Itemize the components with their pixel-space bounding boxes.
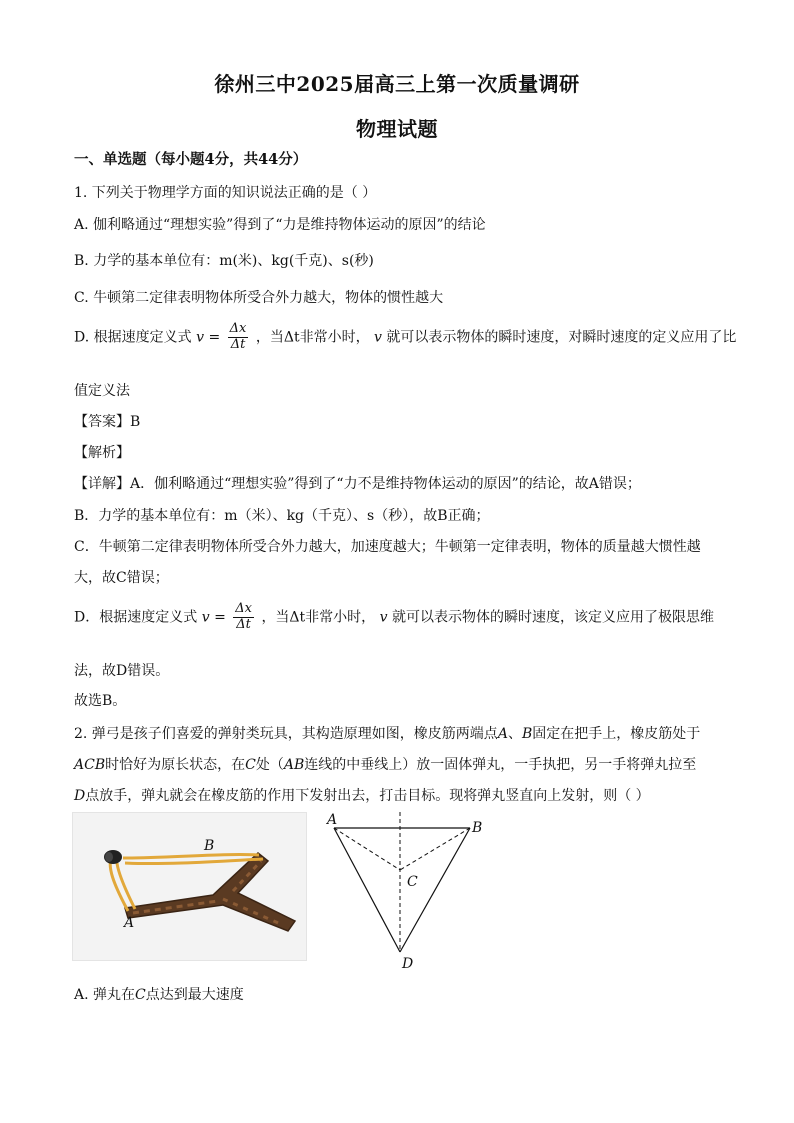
diagram-label-d: D [402, 956, 414, 972]
q2-option-a-text: 点达到最大速度 [145, 987, 244, 1003]
diagram-label-b: B [472, 820, 483, 836]
q2-stem-line2 [74, 754, 696, 774]
q2-stem-text: 2. 弹弓是孩子们喜爱的弹射类玩具，其构造原理如图，橡皮筋两端点 [74, 726, 498, 742]
q2-option-a [74, 984, 244, 1004]
q2-stem-text: 时恰好为原长状态，在 [105, 757, 246, 773]
photo-label-b: B [204, 838, 215, 854]
q2-option-a-text: A. 弹丸在 [74, 987, 136, 1003]
line-ac [334, 828, 400, 870]
page-subtitle: 物理试题 [356, 117, 438, 141]
line-bc [400, 828, 470, 870]
detail-c-line2: 大，故C错误； [74, 570, 169, 586]
velocity-symbol: v [374, 329, 382, 346]
q2-stem-line1 [74, 723, 700, 743]
velocity-symbol: v [201, 609, 210, 626]
velocity-fraction [228, 322, 249, 353]
detail-d-continued: 法，故D错误。 [74, 663, 170, 679]
q1-stem: 1. 下列关于物理学方面的知识说法正确的是（ ） [74, 185, 377, 201]
section-heading: 一、单选题（每小题4分，共44分） [74, 151, 308, 168]
point-d-label: D [74, 788, 86, 804]
q2-stem-text: 处（ [255, 757, 284, 773]
line-bd [400, 828, 470, 952]
fraction-numerator: Δx [229, 321, 247, 336]
q1-option-d-suffix: 就可以表示物体的瞬时速度，对瞬时速度的定义应用了比 [386, 329, 737, 346]
detail-b: B．力学的基本单位有：m（米）、kg（千克）、s（秒），故B正确； [74, 508, 490, 524]
q2-stem-line3 [74, 785, 650, 805]
q2-stem-text: 点放手，弹丸就会在橡皮筋的作用下发射出去，打击目标。现将弹丸竖直向上发射，则（ ） [85, 788, 650, 804]
photo-label-a: A [124, 915, 135, 931]
detail-d-prefix: D．根据速度定义式 [74, 609, 198, 626]
slingshot-illustration [73, 813, 306, 960]
q1-option-d-prefix: D. 根据速度定义式 [74, 329, 192, 346]
diagram-label-c: C [407, 874, 418, 890]
fraction-denominator: Δt [230, 336, 246, 352]
detail-d-suffix: 就可以表示物体的瞬时速度，该定义应用了极限思维 [392, 609, 715, 626]
detail-c-line1: C．牛顿第二定律表明物体所受合外力越大，加速度越大；牛顿第一定律表明，物体的质量越大惯性越 [74, 539, 701, 555]
q2-stem-text: 连线的中垂线上）放一固体弹丸，一手执把，另一手将弹丸拉至 [304, 757, 697, 773]
acb-label: ACB [74, 757, 106, 773]
answer-value: B [130, 414, 141, 430]
point-c-label: C [135, 987, 146, 1003]
conclusion: 故选B。 [74, 693, 127, 709]
answer-line [74, 411, 140, 431]
fraction-denominator: Δt [236, 616, 251, 632]
equals-sign: = [214, 609, 226, 626]
q1-option-d-continued: 值定义法 [74, 383, 130, 399]
ab-label: AB [283, 757, 305, 773]
separator: 、 [507, 726, 522, 742]
q1-option-b: B. 力学的基本单位有：m(米)、kg(千克)、s(秒) [74, 253, 374, 269]
analysis-tag: 【解析】 [74, 445, 130, 461]
point-c-label: C [245, 757, 256, 773]
q1-option-d-middle: ，当Δt非常小时， [255, 329, 370, 346]
answer-tag: 【答案】 [74, 414, 130, 430]
velocity-symbol: v [379, 609, 388, 626]
q1-option-c: C. 牛顿第二定律表明物体所受合外力越大，物体的惯性越大 [74, 290, 444, 306]
detail-a: 【详解】A．伽利略通过“理想实验”得到了“力不是维持物体运动的原因”的结论，故A错误； [74, 476, 641, 492]
detail-d [74, 602, 714, 633]
line-ad [334, 828, 400, 952]
q1-option-a: A. 伽利略通过“理想实验”得到了“力是维持物体运动的原因”的结论 [74, 217, 486, 233]
equals-sign: = [208, 329, 221, 346]
fraction-numerator: Δx [235, 601, 252, 616]
velocity-fraction [233, 602, 254, 633]
diagram-label-a: A [327, 812, 338, 828]
q1-option-d [74, 322, 736, 353]
q2-stem-text: 固定在把手上，橡皮筋处于 [532, 726, 701, 742]
detail-d-middle: ，当Δt非常小时， [261, 609, 376, 626]
slingshot-photo [72, 812, 307, 961]
velocity-symbol: v [196, 329, 205, 346]
slingshot-diagram [322, 810, 497, 975]
page-title: 徐州三中2025届高三上第一次质量调研 [214, 72, 580, 96]
point-a-label: A [497, 726, 508, 742]
point-b-label: B [521, 726, 533, 742]
